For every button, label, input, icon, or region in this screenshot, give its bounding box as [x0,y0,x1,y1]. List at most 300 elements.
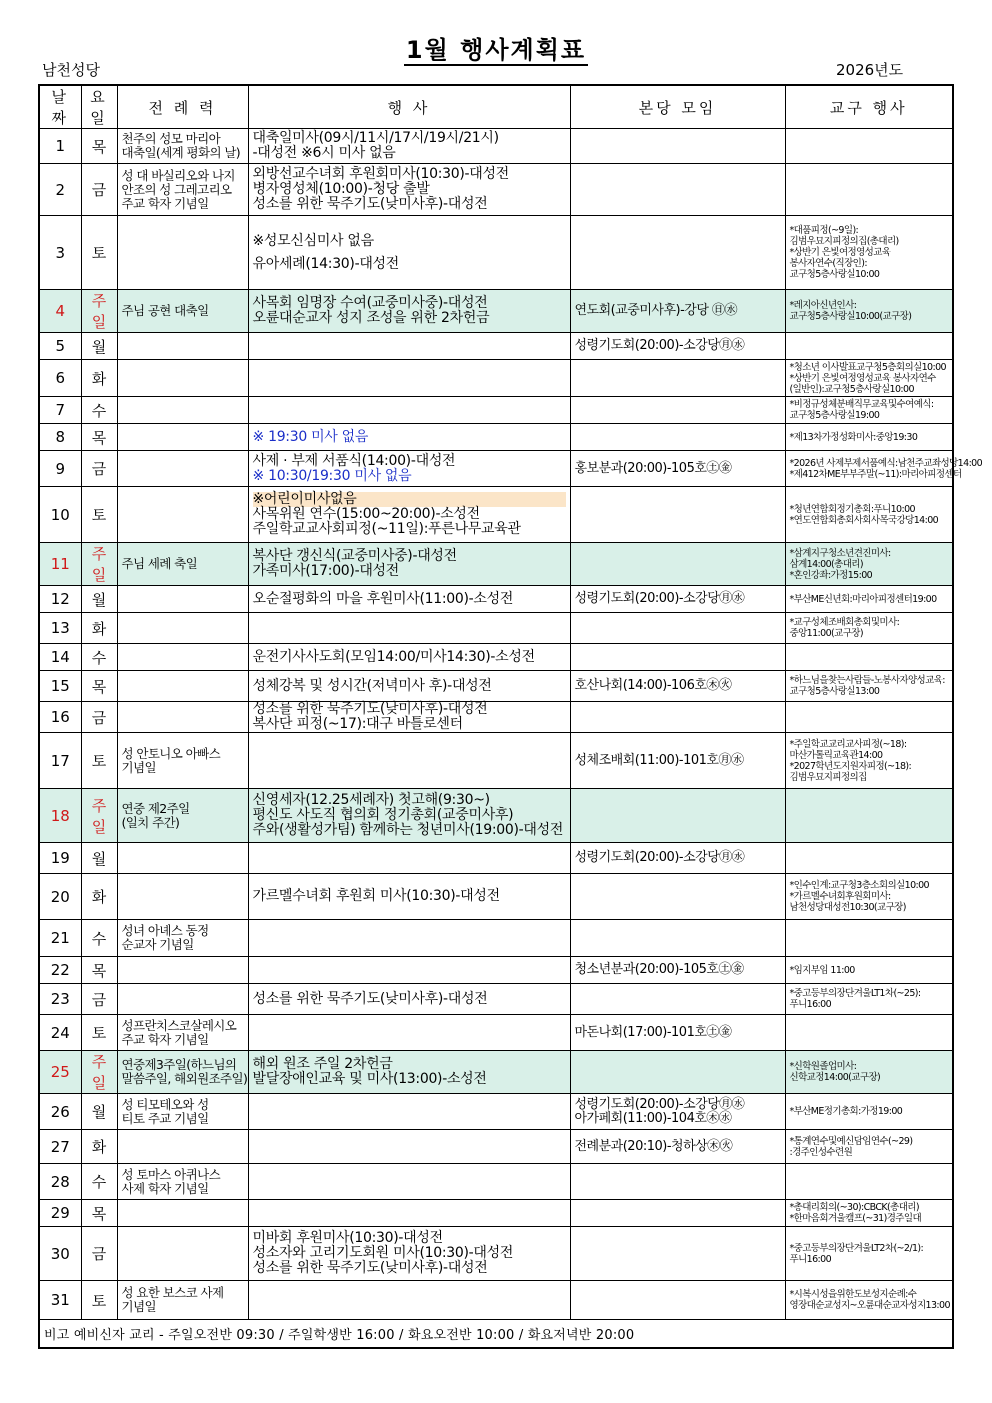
weekday-cell: 화 [81,874,117,920]
table-row [39,644,953,671]
diocese-line: 김범우묘지피정의집(총대리) [789,236,899,247]
event-line: 성체강복 및 성시간(저녁미사 후)-대성전 [252,677,492,694]
weekday-cell: 월 [81,1094,117,1130]
event-line: 미바회 후원미사(10:30)-대성전 [252,1230,443,1246]
diocese-line: *비정규성체분배직무교육및수여예식: [789,399,934,410]
parish-meeting-cell [570,874,785,920]
weekday-cell: 목 [81,129,117,164]
event-line: ※성모신심미사 없음 [252,232,374,249]
liturgy-cell [117,397,248,424]
diocese-line: *청소년 이사발표교구청5층회의실10:00 [789,361,946,373]
weekday-cell: 수 [81,920,117,957]
weekday-cell: 금 [81,1227,117,1281]
weekday-cell: 토 [81,216,117,290]
liturgy-cell [117,1051,248,1094]
diocese-line: 봉사자연수(직장인): [789,258,867,269]
diocese-line: :경주인성수련원 [789,1146,853,1158]
liturgy-cell [117,333,248,360]
date-cell: 23 [39,984,81,1015]
event-line: 유아세례(14:30)-대성전 [252,255,399,272]
table-row [39,1281,953,1320]
diocese-event-cell [785,671,953,702]
weekday-cell: 토 [81,487,117,543]
date-cell: 14 [39,644,81,671]
table-row [39,702,953,733]
parish-meeting-cell [570,644,785,671]
col-header-parish-meetings: 본당 모임 [570,85,785,129]
parish-meeting-cell [570,1164,785,1200]
year-label: 2026년도 [836,61,904,79]
diocese-line: *연도연합회총회사회사목국강당14:00 [789,514,939,526]
table-row [39,1227,953,1281]
col-header-events: 행 사 [248,85,570,129]
diocese-event-cell [785,984,953,1015]
meeting-line: 성령기도회(20:00)-소강당㊊㊌ [574,1096,745,1112]
parish-meeting-cell [570,290,785,333]
diocese-line: 삼계14:00(총대리) [789,558,863,570]
event-line: 운전기사사도회(모임14:00/미사14:30)-소성전 [252,648,535,665]
parish-meeting-cell [570,487,785,543]
event-line: 성소자와 고리기도회원 미사(10:30)-대성전 [252,1245,514,1261]
event-line: 사목회 임명장 수여(교중미사중)-대성전 [252,295,488,311]
event-cell [248,424,570,451]
date-cell: 9 [39,451,81,487]
liturgy-line: 성 요한 보스코 사제 [121,1285,224,1300]
event-cell [248,164,570,216]
event-cell [248,1094,570,1130]
diocese-event-cell [785,424,953,451]
date-cell: 1 [39,129,81,164]
diocese-event-cell [785,1094,953,1130]
diocese-event-cell [785,644,953,671]
event-line: 가르멜수녀회 후원회 미사(10:30)-대성전 [252,888,500,904]
diocese-line: 교구청5층사랑실10:00(교구장) [789,311,912,322]
event-line: -대성전 ※6시 미사 없음 [252,145,396,161]
event-cell [248,1051,570,1094]
liturgy-cell [117,789,248,843]
diocese-event-cell [785,1051,953,1094]
table-row [39,290,953,333]
event-line: 외방선교수녀회 후원회미사(10:30)-대성전 [252,166,509,182]
liturgy-cell [117,1130,248,1164]
weekday-cell: 목 [81,424,117,451]
table-row [39,543,953,586]
diocese-line: *2027학년도지원자피정(~18): [789,760,912,772]
diocese-event-cell [785,1130,953,1164]
date-cell: 18 [39,789,81,843]
event-line: ※어린이미사없음 [253,492,566,507]
diocese-line: 마산가톨릭교육관14:00 [789,749,883,761]
table-row [39,957,953,984]
parish-meeting-cell [570,1015,785,1051]
diocese-line: 교구청5층사랑실13:00 [789,686,880,697]
diocese-line: *임지부임 11:00 [789,964,855,976]
weekday-cell: 화 [81,360,117,397]
date-cell: 5 [39,333,81,360]
liturgy-line: 주님 공현 대축일 [121,303,209,318]
event-cell [248,543,570,586]
table-row [39,984,953,1015]
footer-note: 비고 예비신자 교리 - 주일오전반 09:30 / 주일학생반 16:00 / 화요오전반 10:00 / 화요저녁반 20:00 [39,1320,953,1349]
event-line: 복사단 피정(~17):대구 바틀로센터 [252,716,463,732]
liturgy-cell [117,164,248,216]
diocese-line: *삼계지구청소년견진미사: [789,547,891,559]
weekday-cell: 주일 [81,1051,117,1094]
meeting-line: 성체조배회(11:00)-101호㊊㊌ [574,752,744,768]
event-cell [248,1281,570,1320]
date-cell: 30 [39,1227,81,1281]
event-cell [248,397,570,424]
diocese-line: *2026년 사제부제서품예식:남천주교좌성당14:00 [789,457,983,469]
date-cell: 25 [39,1051,81,1094]
liturgy-line: 주교 학자 기념일 [121,195,209,211]
liturgy-line: (일치 주간) [121,814,180,830]
parish-meeting-cell [570,789,785,843]
liturgy-cell [117,702,248,733]
event-cell [248,586,570,613]
diocese-line: *제412차ME부부주말(~11):마리아피정센터 [789,468,962,480]
liturgy-line: 성 토마스 아퀴나스 [121,1166,221,1182]
date-cell: 29 [39,1200,81,1227]
parish-meeting-cell [570,671,785,702]
meeting-line: 홍보분과(20:00)-105호㊏㊎ [574,460,732,476]
liturgy-cell [117,843,248,874]
event-cell [248,1227,570,1281]
table-row [39,216,953,290]
liturgy-line: 안조의 성 그레고리오 [121,181,232,197]
event-cell [248,451,570,487]
date-cell: 31 [39,1281,81,1320]
liturgy-cell [117,451,248,487]
weekday-cell: 목 [81,671,117,702]
diocese-line: *중고등부의장단겨울LT2차(~2/1): [789,1242,924,1254]
diocese-line: 영장대순교성지~오륜대순교자성지13:00 [789,1300,950,1311]
date-cell: 4 [39,290,81,333]
date-cell: 2 [39,164,81,216]
parish-meeting-cell [570,333,785,360]
diocese-line: *하느님을찾는사람들-노봉사자양성교육: [789,675,945,686]
diocese-line: 교구청5층사랑실10:00 [789,269,880,280]
liturgy-line: 대축일(세계 평화의 날) [121,145,241,160]
event-line: 가족미사(17:00)-대성전 [252,563,399,579]
diocese-event-cell [785,164,953,216]
meeting-line: 연도회(교중미사후)-강당 ㊐㊌ [574,303,738,318]
liturgy-line: 성 티모테오와 성 [121,1096,209,1112]
diocese-event-cell [785,1227,953,1281]
diocese-event-cell [785,874,953,920]
table-row [39,1164,953,1200]
diocese-line: *상반기 은빛여정영성교육 봉사자연수 [789,372,936,384]
parish-meeting-cell [570,843,785,874]
liturgy-line: 순교자 기념일 [121,937,194,952]
meeting-line: 아가페회(11:00)-104호㊍㊌ [574,1110,732,1126]
liturgy-cell [117,1164,248,1200]
diocese-event-cell [785,1200,953,1227]
parish-meeting-cell [570,984,785,1015]
event-cell [248,671,570,702]
event-cell [248,487,570,543]
weekday-cell: 화 [81,613,117,644]
date-cell: 17 [39,733,81,789]
event-line: 성소를 위한 묵주기도(낮미사후)-대성전 [252,196,488,212]
liturgy-cell [117,957,248,984]
diocese-line: *중고등부의장단겨울LT1차(~25): [789,988,921,999]
weekday-cell: 수 [81,397,117,424]
table-row [39,613,953,644]
parish-meeting-cell [570,586,785,613]
event-line: 평신도 사도직 협의회 정기총회(교중미사후) [252,807,514,823]
event-cell [248,874,570,920]
liturgy-line: 사제 학자 기념일 [121,1180,209,1196]
liturgy-cell [117,1015,248,1051]
weekday-cell: 수 [81,644,117,671]
table-row [39,333,953,360]
parish-meeting-cell [570,164,785,216]
col-header-liturgy: 전 례 력 [117,85,248,129]
diocese-line: 교구청5층사랑실19:00 [789,410,880,421]
event-line: 신영세자(12.25세례자) 첫고해(9:30~) [252,792,490,808]
parish-meeting-cell [570,1227,785,1281]
event-line: 성소를 위한 묵주기도(낮미사후)-대성전 [252,701,488,717]
parish-meeting-cell [570,543,785,586]
liturgy-cell [117,290,248,333]
event-line: 해외 원조 주일 2차헌금 [252,1056,393,1072]
diocese-line: *시복시성을위한도보성지순례:수 [789,1289,917,1300]
diocese-line: 푸니16:00 [789,1253,832,1265]
parish-meeting-cell [570,702,785,733]
diocese-event-cell [785,586,953,613]
footer-row [39,1320,953,1349]
parish-meeting-cell [570,1130,785,1164]
weekday-cell: 화 [81,1130,117,1164]
schedule-table [38,84,983,1349]
event-cell [248,1164,570,1200]
table-row [39,1200,953,1227]
liturgy-cell [117,586,248,613]
liturgy-line: 성녀 아녜스 동정 [121,923,209,938]
meeting-line: 성령기도회(20:00)-소강당㊊㊌ [574,338,745,353]
diocese-event-cell [785,1281,953,1320]
event-cell [248,290,570,333]
liturgy-cell [117,984,248,1015]
date-cell: 15 [39,671,81,702]
date-cell: 19 [39,843,81,874]
liturgy-line: 주님 세례 축일 [121,556,198,571]
date-cell: 22 [39,957,81,984]
date-cell: 11 [39,543,81,586]
liturgy-line: 기념일 [121,759,156,775]
diocese-line: *인수인계:교구청3층소회의실10:00 [789,880,929,891]
parish-meeting-cell [570,451,785,487]
event-line: 주와(생활성가팀) 함께하는 청년미사(19:00)-대성전 [252,822,564,838]
date-cell: 3 [39,216,81,290]
event-line: 오륜대순교자 성지 조성을 위한 2차헌금 [252,310,490,326]
diocese-event-cell [785,129,953,164]
diocese-line: *한마음회겨울캠프(~31)경주일대 [789,1213,922,1224]
table-row [39,129,953,164]
col-header-diocese-events: 교구 행사 [785,85,953,129]
diocese-line: 신학교정14:00(교구장) [789,1072,881,1083]
weekday-cell: 금 [81,164,117,216]
liturgy-line: 성 안토니오 아빠스 [121,745,221,761]
parish-meeting-cell [570,920,785,957]
liturgy-line: 성 대 바실리오와 나지 [121,167,235,183]
table-row [39,586,953,613]
diocese-event-cell [785,1015,953,1051]
parish-meeting-cell [570,1051,785,1094]
weekday-cell: 월 [81,586,117,613]
event-line: ※ 19:30 미사 없음 [252,428,369,445]
event-cell [248,1015,570,1051]
weekday-cell: 주일 [81,543,117,586]
diocese-line: 푸니16:00 [789,999,832,1010]
weekday-cell: 토 [81,1015,117,1051]
header-row [39,85,953,129]
table-row [39,920,953,957]
table-row [39,397,953,424]
liturgy-cell [117,543,248,586]
event-cell [248,957,570,984]
event-cell [248,843,570,874]
diocese-event-cell [785,920,953,957]
diocese-line: 중앙11:00(교구장) [789,628,863,639]
event-cell [248,702,570,733]
diocese-event-cell [785,613,953,644]
diocese-event-cell [785,702,953,733]
event-line: 성소를 위한 묵주기도(낮미사후)-대성전 [252,1260,488,1276]
table-row [39,360,953,397]
table-row [39,1051,953,1094]
liturgy-cell [117,644,248,671]
event-line: 복사단 갱신식(교중미사중)-대성전 [252,548,457,564]
liturgy-cell [117,1281,248,1320]
event-line: 발달장애인교육 및 미사(13:00)-소성전 [252,1071,487,1087]
weekday-cell: 월 [81,843,117,874]
event-cell [248,644,570,671]
date-cell: 28 [39,1164,81,1200]
diocese-line: *제13차가정성화미사:중앙19:30 [789,431,918,443]
event-cell [248,920,570,957]
table-row [39,1015,953,1051]
diocese-line: *부산ME정기총회:가정19:00 [789,1106,903,1117]
parish-meeting-cell [570,1281,785,1320]
liturgy-line: 티토 주교 기념일 [121,1110,209,1126]
event-line: 대축일미사(09시/11시/17시/19시/21시) [252,130,499,146]
event-cell [248,789,570,843]
event-cell [248,360,570,397]
event-cell [248,1200,570,1227]
weekday-cell: 주일 [81,290,117,333]
diocese-line: *레지아신년인사: [789,300,857,311]
diocese-line: *신학원졸업미사: [789,1061,857,1072]
liturgy-line: 말씀주일, 해외원조주일) [121,1071,248,1086]
event-cell [248,984,570,1015]
diocese-line: 남천성당대성전10:30(교구장) [789,902,906,913]
diocese-line: *가르멜수녀회후원회미사: [789,891,891,902]
date-cell: 20 [39,874,81,920]
weekday-cell: 금 [81,702,117,733]
event-cell [248,333,570,360]
table-row [39,671,953,702]
date-cell: 16 [39,702,81,733]
date-cell: 21 [39,920,81,957]
parish-meeting-cell [570,397,785,424]
diocese-event-cell [785,397,953,424]
meeting-line: 성령기도회(20:00)-소강당㊊㊌ [574,591,745,606]
date-cell: 26 [39,1094,81,1130]
liturgy-cell [117,613,248,644]
date-cell: 24 [39,1015,81,1051]
meeting-line: 청소년분과(20:00)-105호㊏㊎ [574,962,744,977]
col-header-date: 날짜 [39,85,81,129]
table-row [39,487,953,543]
diocese-event-cell [785,843,953,874]
diocese-line: *혼인강좌:가정15:00 [789,569,873,581]
diocese-line: *교구성체조배회총회및미사: [789,617,900,628]
parish-meeting-cell [570,613,785,644]
liturgy-line: 성프란치스코살레시오 [121,1017,237,1033]
weekday-cell: 금 [81,984,117,1015]
date-cell: 7 [39,397,81,424]
date-cell: 27 [39,1130,81,1164]
event-line: 사제 · 부제 서품식(14:00)-대성전 [252,452,456,469]
diocese-event-cell [785,290,953,333]
weekday-cell: 목 [81,1200,117,1227]
meeting-line: 마돈나회(17:00)-101호㊏㊎ [574,1024,732,1040]
diocese-event-cell [785,733,953,789]
liturgy-line: 기념일 [121,1299,156,1314]
liturgy-cell [117,1200,248,1227]
table-row [39,1094,953,1130]
table-row [39,1130,953,1164]
event-line: 주일학교교사회피정(~11일):푸른나무교육관 [252,521,521,537]
liturgy-line: 주교 학자 기념일 [121,1031,209,1047]
page-title-text: 1월 행사계획표 [405,36,587,64]
diocese-line: *상반기 은빛여정영성교육 [789,247,891,258]
event-cell [248,1130,570,1164]
weekday-cell: 토 [81,733,117,789]
liturgy-line: 연중 제2주일 [121,800,190,816]
diocese-line: *주일학교교리교사피정(~18): [789,738,907,750]
event-line: 병자영성체(10:00)-청당 출발 [252,181,430,197]
parish-meeting-cell [570,216,785,290]
parish-meeting-cell [570,1094,785,1130]
liturgy-cell [117,424,248,451]
event-cell [248,129,570,164]
col-header-weekday: 요일 [81,85,117,129]
diocese-line: *통계연수및예신담임연수(~29) [789,1135,913,1147]
date-cell: 12 [39,586,81,613]
parish-meeting-cell [570,129,785,164]
event-line: 성소를 위한 묵주기도(낮미사후)-대성전 [252,990,488,1007]
liturgy-cell [117,129,248,164]
diocese-line: *부산ME신년회:마리아피정센터19:00 [789,593,937,605]
liturgy-cell [117,671,248,702]
date-cell: 10 [39,487,81,543]
parish-meeting-cell [570,733,785,789]
liturgy-cell [117,733,248,789]
diocese-event-cell [785,451,983,487]
diocese-event-cell [785,360,953,397]
diocese-event-cell [785,487,953,543]
date-cell: 6 [39,360,81,397]
event-cell [248,733,570,789]
diocese-line: *총대리회의(~30):CBCK(총대리) [789,1202,919,1213]
weekday-cell: 수 [81,1164,117,1200]
event-line: ※ 10:30/19:30 미사 없음 [252,467,412,484]
liturgy-cell [117,1094,248,1130]
event-line: 오순절평화의 마을 후원미사(11:00)-소성전 [252,590,514,607]
